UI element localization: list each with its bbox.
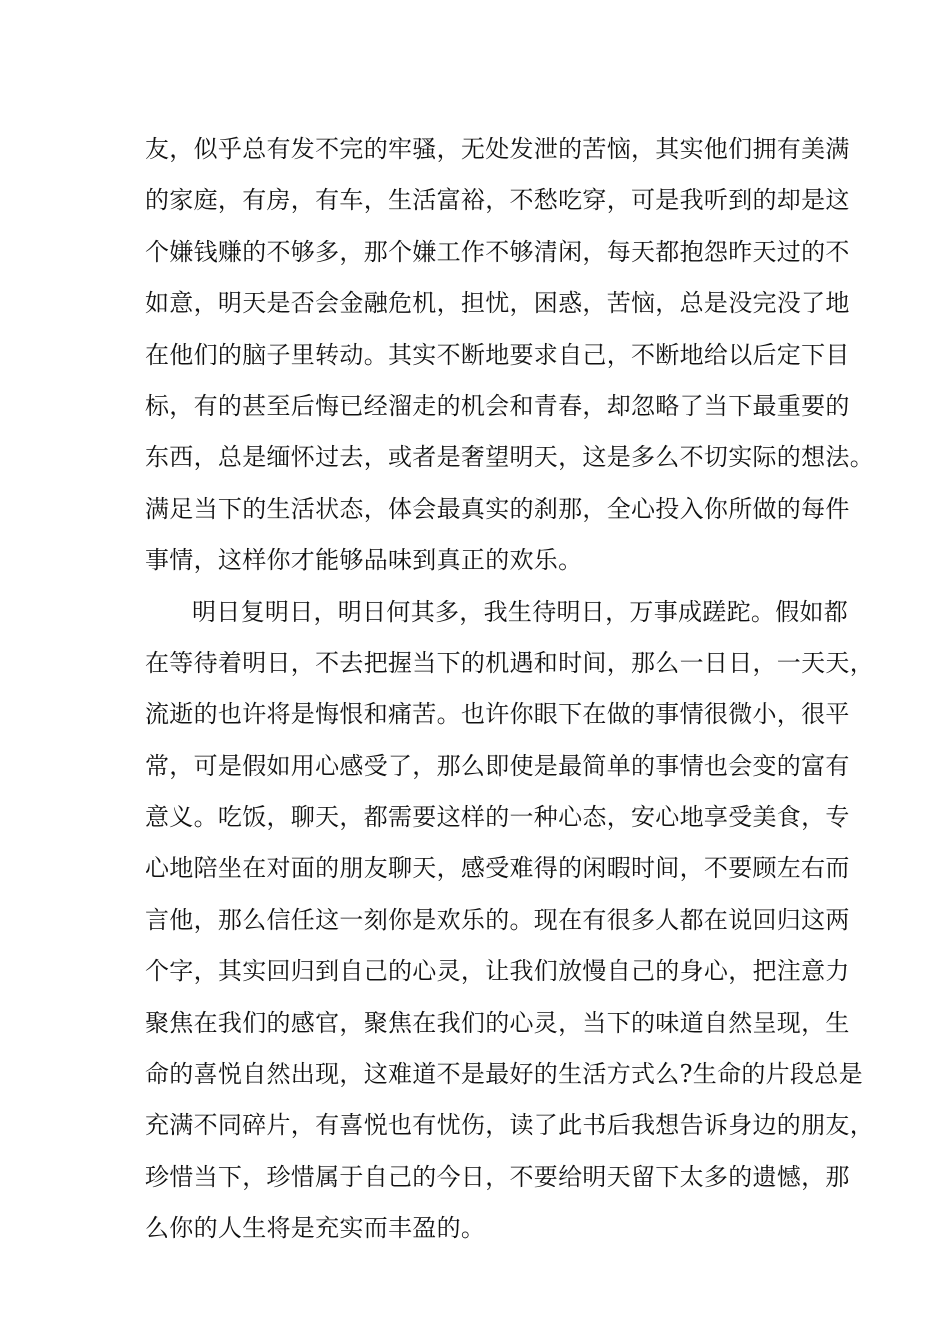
text-line: 珍惜当下，珍惜属于自己的今日，不要给明天留下太多的遗憾，那	[145, 1162, 850, 1191]
text-line: 如意，明天是否会金融危机，担忧，困惑，苦恼，总是没完没了地	[145, 289, 850, 318]
text-line: 聚焦在我们的感官，聚焦在我们的心灵，当下的味道自然呈现，生	[145, 1008, 850, 1037]
text-line: 个字，其实回归到自己的心灵，让我们放慢自己的身心，把注意力	[145, 957, 850, 986]
body-text	[145, 124, 874, 1255]
text-line: 个嫌钱赚的不够多，那个嫌工作不够清闲，每天都抱怨昨天过的不	[145, 237, 850, 266]
text-line: 流逝的也许将是悔恨和痛苦。也许你眼下在做的事情很微小，很平	[145, 700, 850, 729]
text-line: 命的喜悦自然出现，这难道不是最好的生活方式么?生命的片段总是	[145, 1060, 863, 1089]
text-line: 在他们的脑子里转动。其实不断地要求自己，不断地给以后定下目	[145, 340, 850, 369]
text-line: 常，可是假如用心感受了，那么即使是最简单的事情也会变的富有	[145, 751, 850, 780]
paragraph-start-line: 明日复明日，明日何其多，我生待明日，万事成蹉跎。假如都	[192, 597, 849, 626]
text-line: 在等待着明日，不去把握当下的机遇和时间，那么一日日，一天天，	[145, 648, 874, 677]
text-line: 意义。吃饭，聊天，都需要这样的一种心态，安心地享受美食，专	[145, 803, 850, 832]
text-line: 事情，这样你才能够品味到真正的欢乐。	[145, 546, 583, 575]
text-line: 充满不同碎片，有喜悦也有忧伤，读了此书后我想告诉身边的朋友，	[145, 1111, 874, 1140]
text-line: 言他，那么信任这一刻你是欢乐的。现在有很多人都在说回归这两	[145, 905, 850, 934]
text-line: 友，似乎总有发不完的牢骚，无处发泄的苦恼，其实他们拥有美满	[145, 135, 850, 163]
text-line: 么你的人生将是充实而丰盈的。	[145, 1214, 486, 1243]
text-line: 东西，总是缅怀过去，或者是奢望明天，这是多么不切实际的想法。	[145, 443, 874, 472]
text-line: 标，有的甚至后悔已经溜走的机会和青春，却忽略了当下最重要的	[145, 391, 850, 420]
text-line: 的家庭，有房，有车，生活富裕，不愁吃穿，可是我听到的却是这	[145, 186, 850, 215]
text-line: 心地陪坐在对面的朋友聊天，感受难得的闲暇时间，不要顾左右而	[145, 854, 850, 883]
text-line: 满足当下的生活状态，体会最真实的刹那，全心投入你所做的每件	[145, 494, 850, 523]
